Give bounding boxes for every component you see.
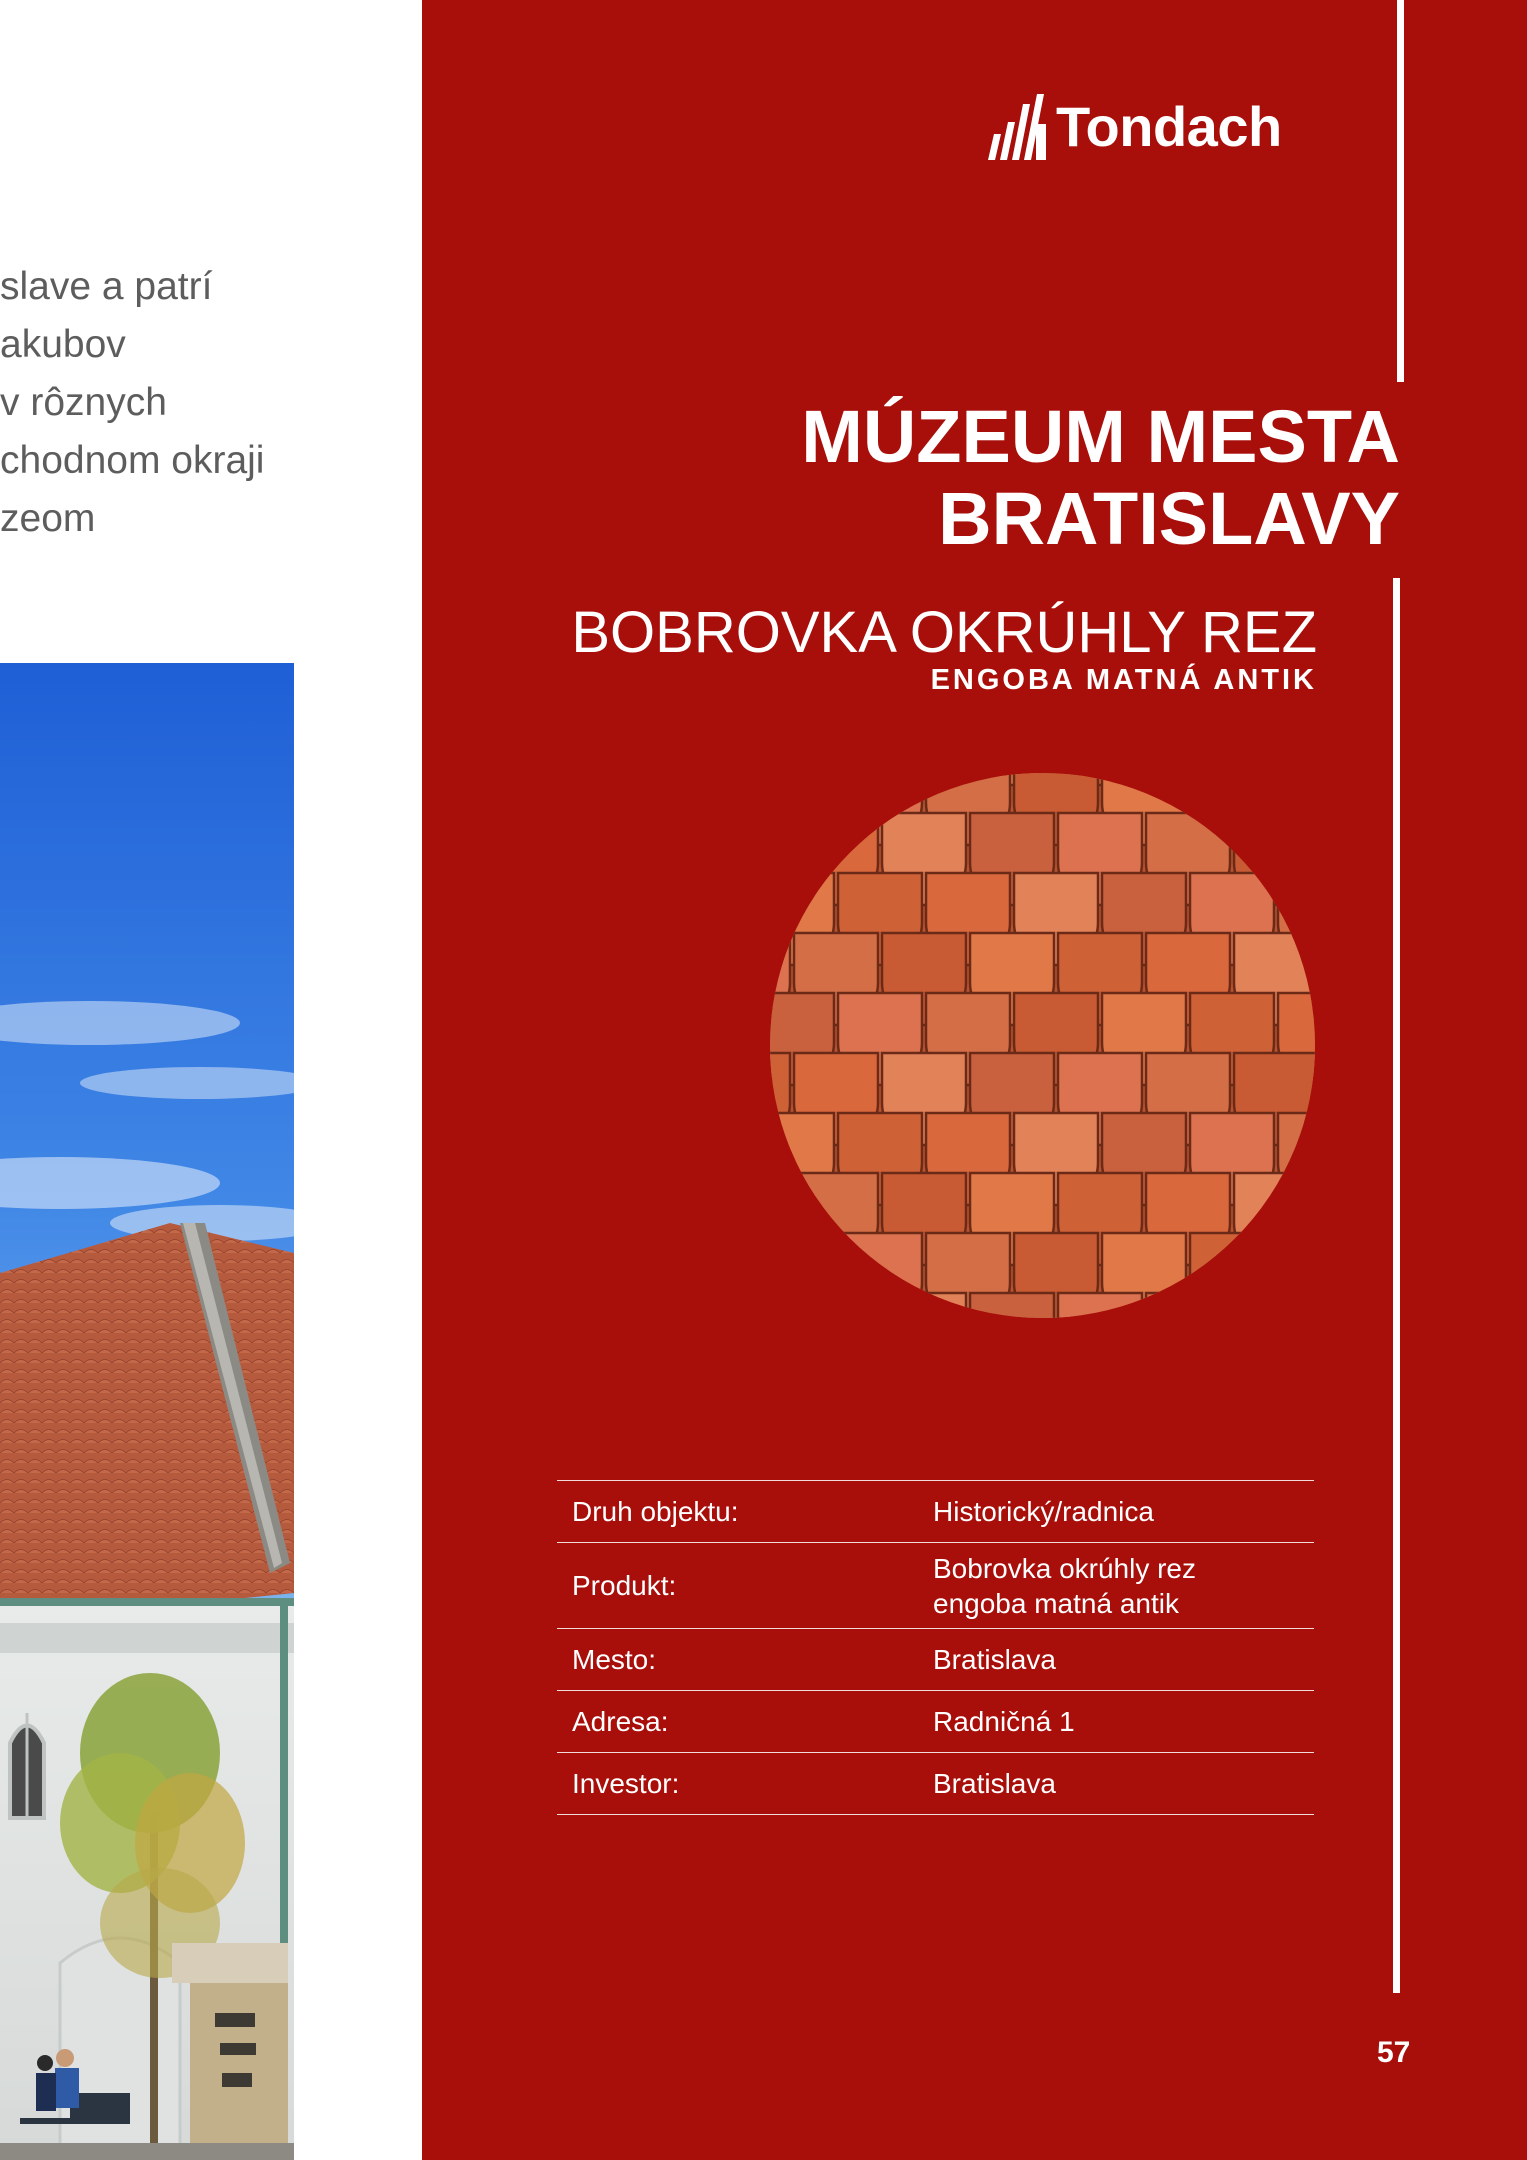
intro-line: akubov xyxy=(0,323,126,366)
vertical-rule-bottom xyxy=(1393,578,1400,1993)
tondach-bars-icon xyxy=(988,94,1048,160)
intro-line: chodnom okraji xyxy=(0,439,265,482)
table-row xyxy=(557,1629,1314,1691)
intro-line: v rôznych xyxy=(0,381,167,424)
title-line-2: BRATISLAVY xyxy=(938,477,1400,560)
building-photo xyxy=(0,663,294,2160)
table-row xyxy=(557,1753,1314,1815)
row-label: Adresa: xyxy=(572,1706,669,1737)
tondach-logo xyxy=(988,92,1282,162)
row-value: Historický/radnica xyxy=(933,1496,1154,1527)
page-title xyxy=(700,396,1400,560)
vertical-rule-top xyxy=(1397,0,1404,382)
table-row xyxy=(557,1543,1314,1629)
product-name: BOBROVKA OKRÚHLY REZ xyxy=(571,600,1317,665)
row-label: Druh objektu: xyxy=(572,1496,739,1527)
title-line-1: MÚZEUM MESTA xyxy=(801,395,1400,478)
row-value: Bratislava xyxy=(933,1768,1056,1799)
row-value: Bratislava xyxy=(933,1644,1056,1675)
row-value-line: engoba matná antik xyxy=(933,1587,1179,1619)
intro-line: zeom xyxy=(0,497,96,540)
left-page xyxy=(0,0,422,2160)
table-row xyxy=(557,1691,1314,1753)
table-row xyxy=(557,1481,1314,1543)
row-label: Mesto: xyxy=(572,1644,657,1675)
intro-paragraph xyxy=(0,258,422,548)
logo-wordmark: Tondach xyxy=(1056,95,1282,158)
row-label: Produkt: xyxy=(572,1570,677,1601)
row-value xyxy=(933,1551,1314,1621)
row-value: Radničná 1 xyxy=(933,1706,1075,1737)
intro-line: slave a patrí xyxy=(0,265,213,308)
row-value-line: Bobrovka okrúhly rez xyxy=(933,1552,1197,1584)
row-label: Investor: xyxy=(572,1768,680,1799)
product-finish: ENGOBA MATNÁ ANTIK xyxy=(930,664,1317,696)
project-info-table xyxy=(557,1480,1314,1815)
roof-tile-swatch xyxy=(770,773,1315,1318)
page-number: 57 xyxy=(1377,2036,1411,2069)
